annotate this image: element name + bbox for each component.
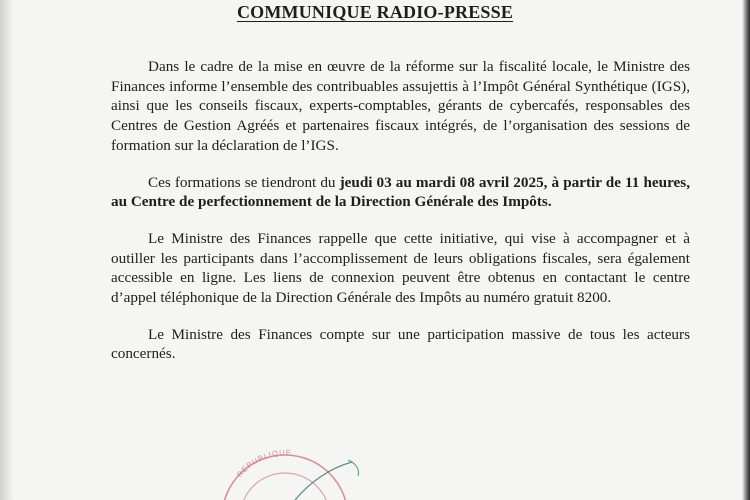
document-title: COMMUNIQUE RADIO-PRESSE [236, 2, 514, 22]
paragraph-schedule [111, 173, 690, 212]
stamp-text: REPUBLIQUE [235, 447, 293, 479]
scan-edge-right [742, 0, 750, 500]
paragraph-reform: Dans le cadre de la mise en œuvre de la réforme sur la fiscalité locale, le Ministre des Finances informe l’ensemble des contribuables assujettis à l’Impôt Général Synthétique (IGS), ainsi que les conseils fiscaux, experts-comptables, gérants de cybercafés, responsables des Centres de Gestion Agréés et partenaires fiscaux intégrés, de l’organisation des sessions de formation sur la déclaration de l’IGS. [111, 58, 690, 154]
official-stamp [200, 440, 400, 500]
paragraph-closing: Le Ministre des Finances compte sur une participation massive de tous les acteurs concernés. [111, 325, 690, 363]
paragraph-online-access: Le Ministre des Finances rappelle que cette initiative, qui vise à accompagner et à outiller les participants dans l’accomplissement de leurs obligations fiscales, sera également accessible en ligne. Les liens de connexion peuvent être obtenus en contactant le centre d’appel téléphonique de la Direction Générale des Impôts au numéro gratuit 8200. [111, 229, 690, 307]
svg-text:REPUBLIQUE [235, 448, 292, 479]
schedule-lead-text: Ces formations se tiendront du [148, 173, 340, 191]
schedule-details: jeudi 03 au mardi 08 avril 2025, à partir de 11 heures, au Centre de perfectionnement de la Direction Générale des Impôts. [111, 173, 690, 211]
scan-edge-left [0, 0, 14, 500]
document-body [111, 57, 690, 381]
